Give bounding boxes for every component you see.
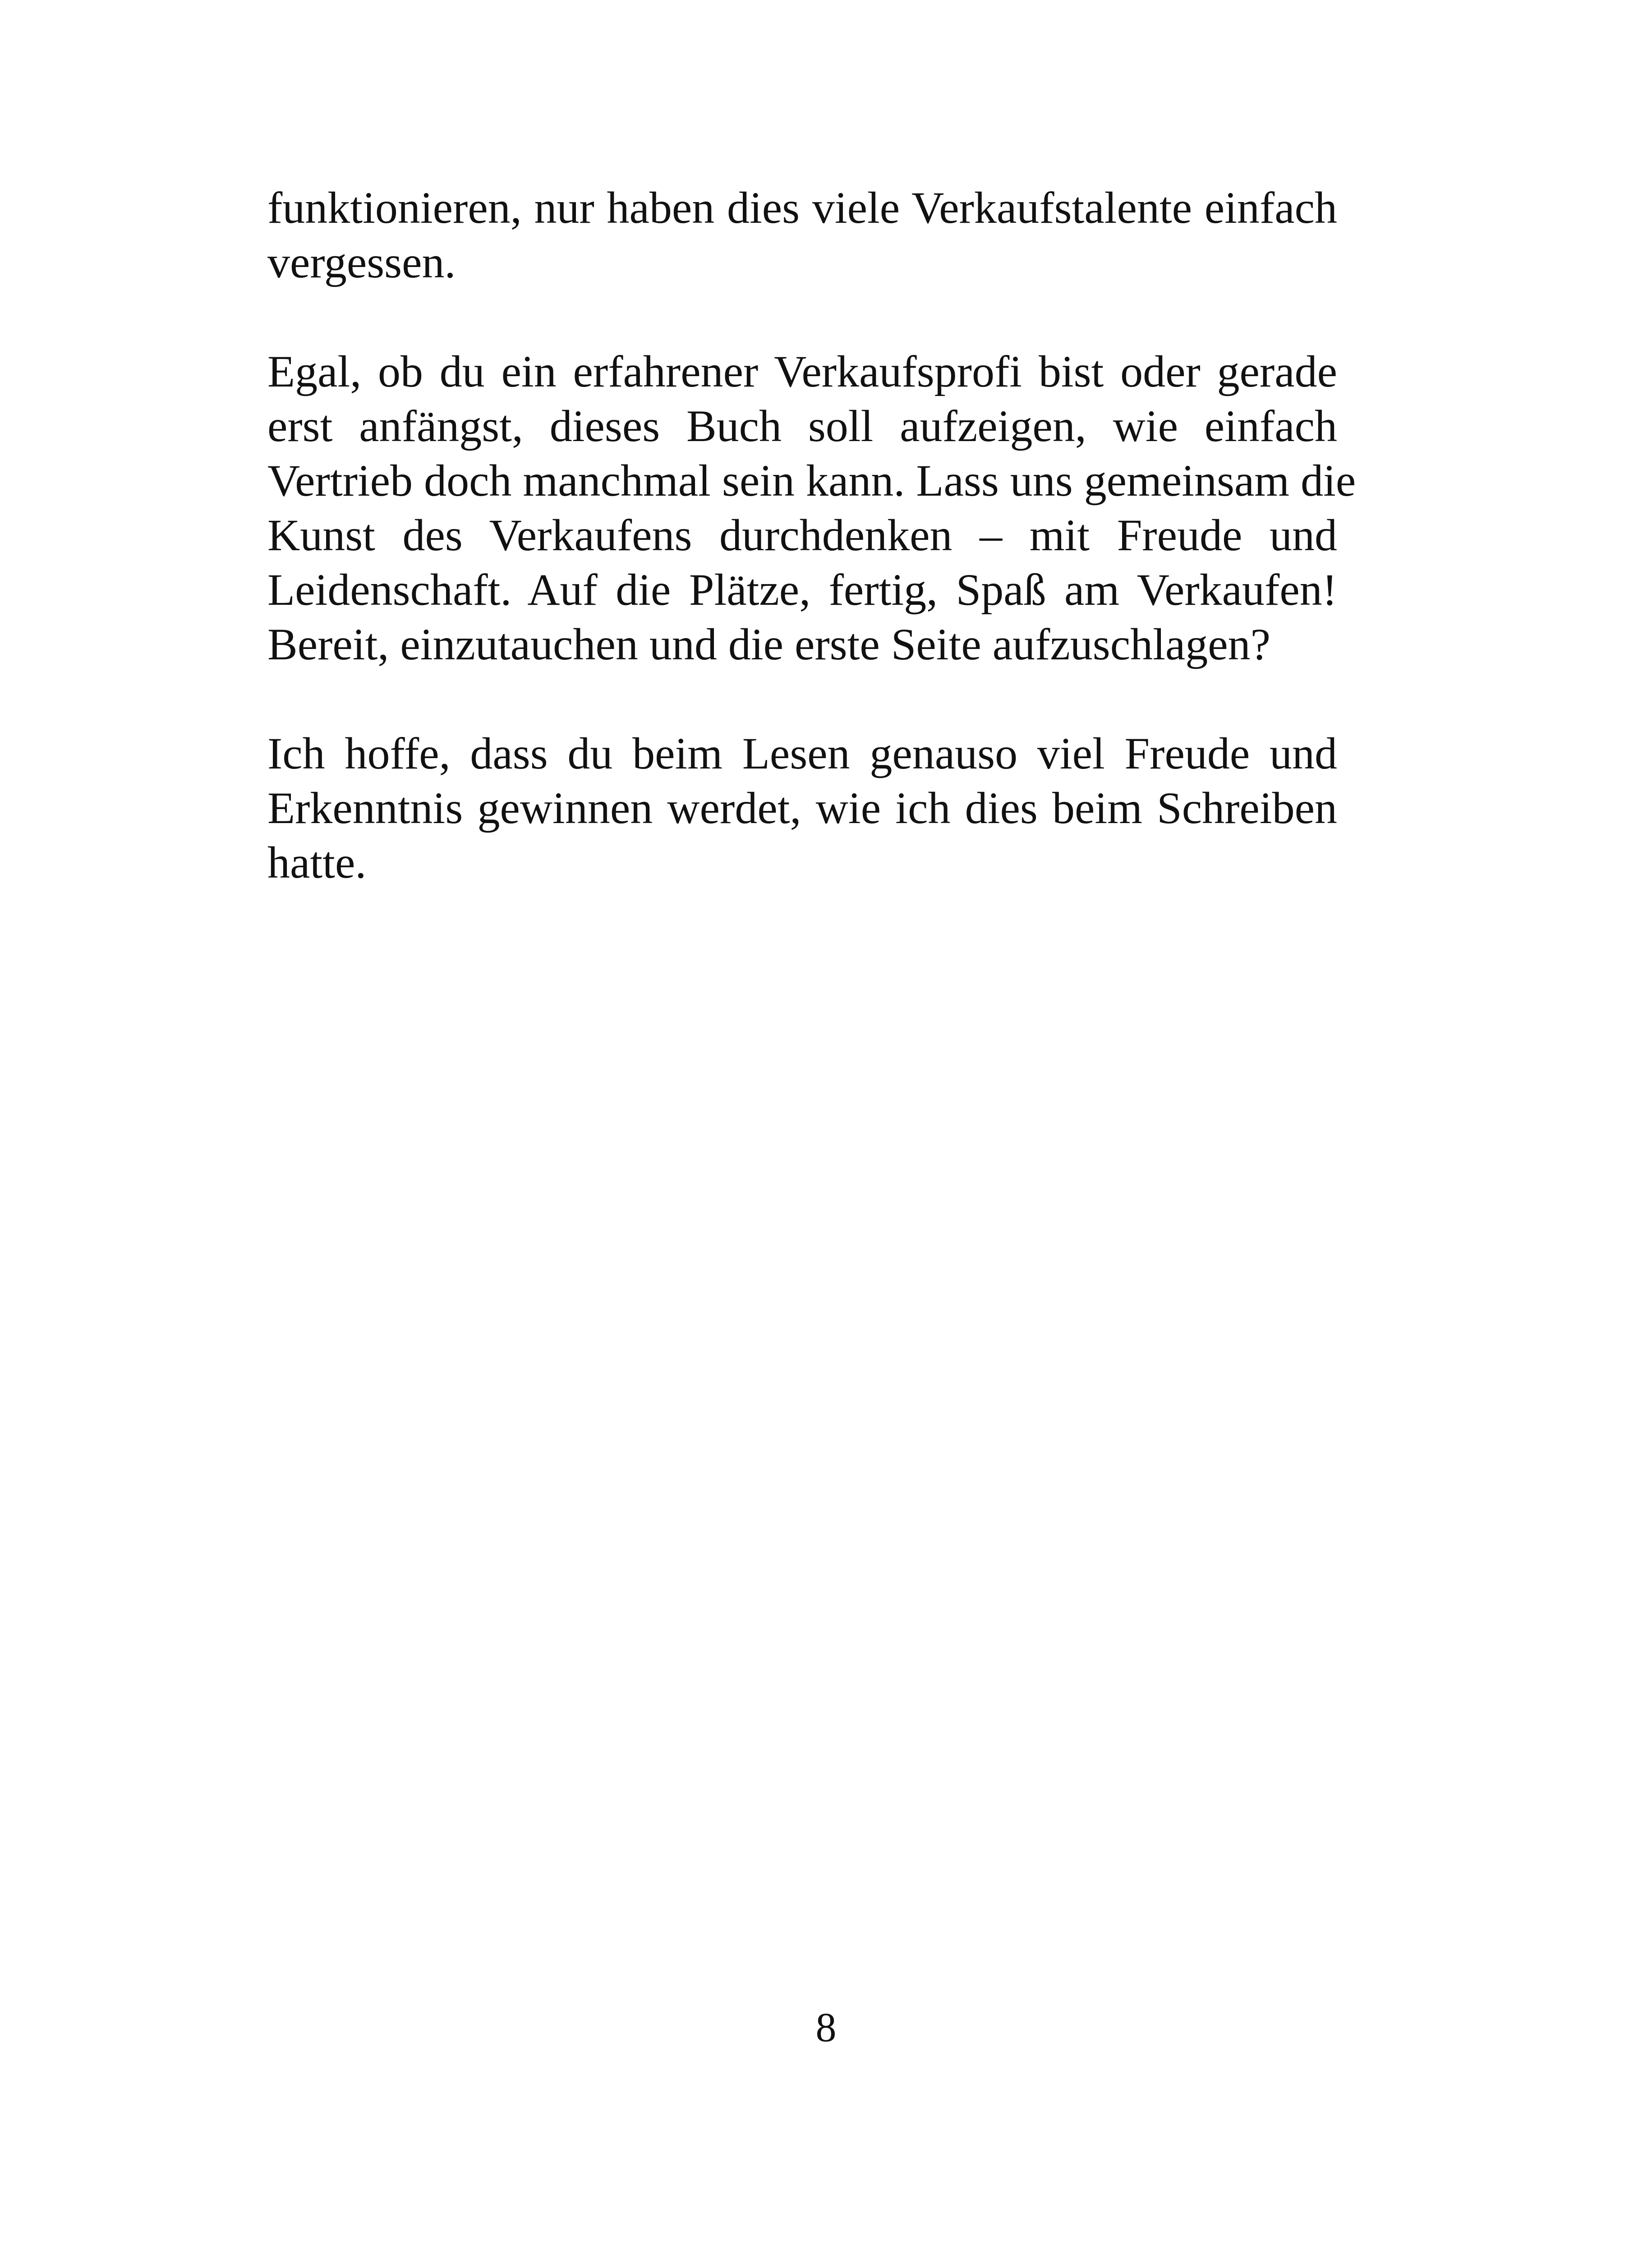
text-line: Vertrieb doch manchmal sein kann. Lass uns gemeinsam die: [267, 456, 1356, 506]
text-line: erst anfängst, dieses Buch soll aufzeigen, wie einfach: [267, 401, 1337, 451]
text-line: Leidenschaft. Auf die Plätze, fertig, Spaß am Verkaufen!: [267, 565, 1337, 615]
page-number: 8: [815, 2004, 837, 2050]
paragraph-2: [267, 344, 1356, 672]
text-line: hatte.: [267, 838, 367, 888]
text-line: Egal, ob du ein erfahrener Verkaufsprofi bist oder gerade: [267, 346, 1337, 396]
text-line: funktionieren, nur haben dies viele Verkaufstalente einfach: [267, 183, 1337, 233]
text-line: Kunst des Verkaufens durchdenken – mit Freude und: [267, 510, 1337, 560]
paragraph-3: [267, 726, 1337, 890]
body-text: [267, 180, 1356, 944]
text-line: Erkenntnis gewinnen werdet, wie ich dies beim Schreiben: [267, 783, 1337, 833]
paragraph-1: [267, 180, 1337, 290]
text-line: Ich hoffe, dass du beim Lesen genauso viel Freude und: [267, 728, 1337, 778]
text-line: vergessen.: [267, 237, 456, 287]
text-line: Bereit, einzutauchen und die erste Seite aufzuschlagen?: [267, 619, 1271, 669]
